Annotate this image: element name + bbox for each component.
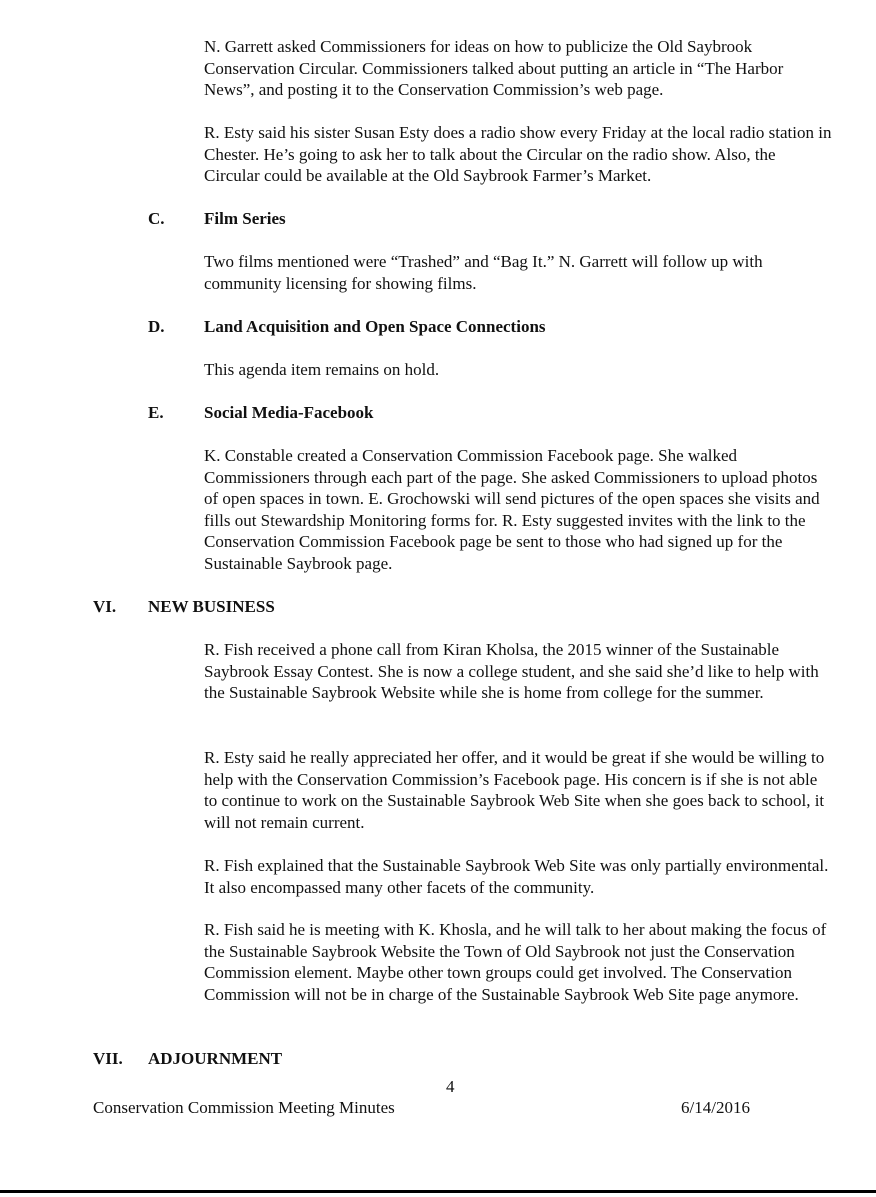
- section-e-title: Social Media-Facebook: [204, 403, 374, 422]
- section-c-letter: C.: [148, 209, 165, 228]
- paragraph-films: Two films mentioned were “Trashed” and “Bag It.” N. Garrett will follow up with community licensing for showing films.: [204, 252, 763, 293]
- paragraph-facebook: K. Constable created a Conservation Commission Facebook page. She walked Commissioners through each part of the page. She asked Commissioners to upload photos of open spaces in town. E. Grochowski will send pictures of the open spaces she visits and fills out Stewardship Monitoring forms for. R. Esty suggested invites with the link to the Conservation Commission Facebook page be sent to those who had signed up for the Sustainable Saybrook page.: [204, 446, 820, 573]
- section-vi-numeral: VI.: [93, 597, 117, 616]
- paragraph-fish-meeting: R. Fish said he is meeting with K. Khosla, and he will talk to her about making the focus of the Sustainable Saybrook Website the Town of Old Saybrook not just the Conservation Commission element. Maybe other town groups could get involved. The Conservation Commission will not be in charge of the Sustainable Saybrook Web Site page anymore.: [204, 920, 827, 1004]
- page-bottom-rule: [0, 1190, 876, 1193]
- paragraph-garrett-publicize: N. Garrett asked Commissioners for ideas on how to publicize the Old Saybrook Conservation Circular. Commissioners talked about putting an article in “The Harbor News”, and posting it to the Conservation Commission’s web page.: [204, 37, 784, 100]
- footer-doc-title: Conservation Commission Meeting Minutes: [93, 1098, 395, 1117]
- section-vii-title: ADJOURNMENT: [148, 1049, 283, 1068]
- paragraph-fish-call: R. Fish received a phone call from Kiran Kholsa, the 2015 winner of the Sustainable Saybrook Essay Contest. She is now a college student, and she said she’d like to help with the Sustainable Saybrook Website while she is home from college for the summer.: [204, 640, 819, 703]
- section-c-title: Film Series: [204, 209, 286, 228]
- section-d-title: Land Acquisition and Open Space Connections: [204, 317, 546, 336]
- paragraph-land-hold: This agenda item remains on hold.: [204, 360, 440, 379]
- section-d-letter: D.: [148, 317, 165, 336]
- section-e-letter: E.: [148, 403, 164, 422]
- paragraph-esty-radio: R. Esty said his sister Susan Esty does a radio show every Friday at the local radio station in Chester. He’s going to ask her to talk about the Circular on the radio show. Also, the Circular could be available at the Old Saybrook Farmer’s Market.: [204, 123, 832, 186]
- page-number: 4: [446, 1077, 455, 1096]
- section-vii-numeral: VII.: [93, 1049, 123, 1068]
- paragraph-fish-explained: R. Fish explained that the Sustainable Saybrook Web Site was only partially environmental. It also encompassed many other facets of the community.: [204, 856, 829, 897]
- section-vi-title: NEW BUSINESS: [148, 597, 275, 616]
- paragraph-esty-offer: R. Esty said he really appreciated her offer, and it would be great if she would be willing to help with the Conservation Commission’s Facebook page. His concern is if she is not able to continue to work on the Sustainable Saybrook Web Site when she goes back to school, it will not remain current.: [204, 748, 825, 832]
- footer-date: 6/14/2016: [681, 1098, 750, 1117]
